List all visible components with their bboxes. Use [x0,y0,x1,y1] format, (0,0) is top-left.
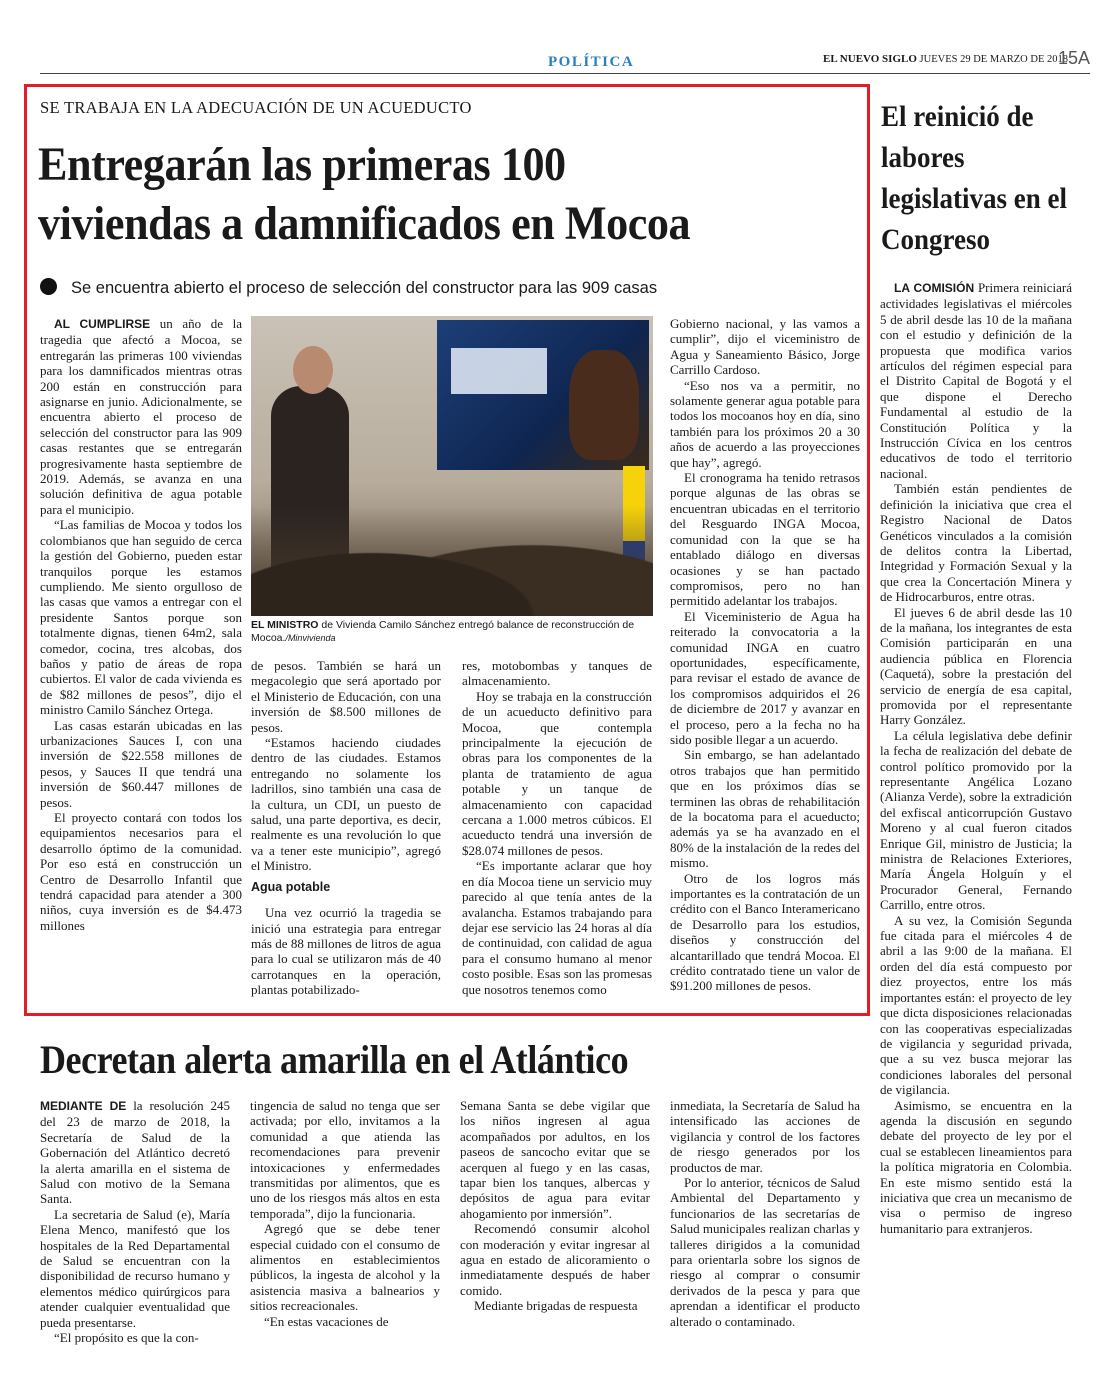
second-column-3 [460,1098,650,1348]
paragraph: inmediata, la Secretaría de Salud ha intensificado las acciones de vigilancia y control de los factores de riesgo generados por los productos de mar. [670,1098,860,1175]
paper-name: EL NUEVO SIGLO [822,53,917,65]
paragraph: “Estamos haciendo ciudades dentro de las ciudades. Estamos entregando no solamente los ladrillos, sino también una casa de la cultura, un CDI, un puesto de salud, una parte deportiva, es decir, realmente es una revolución lo que va a tener este municipio”, agregó el Ministro. [251,735,441,874]
paragraph: La célula legislativa debe definir la fecha de realización del debate de control político promovido por la representante Angélica Lozano (Alianza Verde), sobre la extradición del exfiscal anticorrupción Gustavo Moreno y al cual fueron citados Enrique Gil, ministro de Justicia; la ministra de Relaciones Exteriores, María Ángela Holguín y el Procurador General, Fernando Carrillo, entre otros. [880,727,1072,913]
paragraph: de pesos. También se hará un megacolegio que será aportado por el Ministerio de Educación, con una inversión de $8.500 millones de pesos. [251,658,441,735]
section-label: POLÍTICA [548,54,635,70]
lead-in: MEDIANTE DE [40,1099,127,1113]
audience [251,506,653,616]
headline-line: viviendas a damnificados en Mocoa [38,196,691,250]
screen-portrait [569,350,639,460]
second-headline: Decretan alerta amarilla en el Atlántico [40,1037,629,1082]
paragraph: Primera reiniciará actividades legislativas el miércoles 5 de abril desde las 10 de la mañana con el estudio y definición de la propuesta que modifica varios artículos del régimen especial para el Distrito Capital de Bogotá y el que dispone el Derecho Fundamental al estudio de la Constitución Política y la Instrucción Cívica en los centros educativos de todo el territorio nacional. [880,280,1072,481]
screen-textbox [451,348,547,394]
article-column-4 [670,316,860,1010]
second-column-4 [670,1098,860,1348]
paragraph: un año de la tragedia que afectó a Mocoa, se entregarán las primeras 100 viviendas para los damnificados mientras otras 200 están en construcción para asignarse en junio. Adicionalmente, se encuentra abierto el proceso de selección del constructor para las 909 casas restantes que se entregarán progresivamente hasta septiembre de 2019. Además, se avanza en una solución definitiva de agua potable para el municipio. [40,316,242,517]
paragraph: Hoy se trabaja en la construcción de un acueducto definitivo para Mocoa, que contempla principalmente la ejecución de obras para los componentes de la planta de tratamiento de agua potable y un tanque de almacenamiento con capacidad cercana a 1.000 metros cúbicos. El acueducto tendrá una inversión de $28.074 millones de pesos. [462,688,652,858]
section-subtitle: Agua potable [251,879,331,894]
second-column-2 [250,1098,440,1348]
paragraph: Semana Santa se debe vigilar que los niños ingresen al agua acompañados por adultos, en los paseos de sancocho evitar que se acerquen al fuego y en las casas, tapar bien los tanques, albercas y depósitos de agua para evitar ahogamiento por inmersión”. [460,1098,650,1221]
bullet-icon [40,278,57,295]
paragraph: “En estas vacaciones de [264,1313,389,1329]
subhead-text: Se encuentra abierto el proceso de selección del constructor para las 909 casas [71,279,658,297]
issue-date: JUEVES 29 DE MARZO DE 2018 [919,54,1068,65]
paragraph: “Es importante aclarar que hoy en día Mocoa tiene un servicio muy parecido al que tenía antes de la avalancha. Estamos trabajando para dejar ese servicio las 24 horas al día de continuidad, con calidad de agua para el consumo humano al menor costo posible. Esas son las promesas que nosotros tenemos como [462,858,652,997]
paragraph: “Las familias de Mocoa y todos los colombianos que han seguido de cerca la gestión del Gobierno, pueden estar tranquilos porque les estamos cumpliendo. Me siento orgulloso de las casas que vamos a entregar con el presidente Santos porque son totalmente dignas, tienen 64m2, sala comedor, cocina, tres alcobas, dos baños y patio de áreas de ropa cubiertos. El valor de cada vivienda es de $82 millones de pesos”, dijo el ministro Camilo Sánchez Ortega. [40,517,242,718]
paper-info [823,53,1068,65]
second-column-1 [40,1098,230,1348]
paragraph: Agregó que se debe tener especial cuidado con el consumo de alimentos en establecimientos públicos, la ingesta de alcohol y la asistencia masiva a balnearios y sitios recreacionales. [250,1221,440,1314]
paragraph: Asimismo, se encuentra en la agenda la discusión en segundo debate del proyecto de ley por el cual se establecen lineamientos para la política migratoria en Colombia. En este mismo sentido está la iniciativa que crea un mecanismo de visa o permiso de ingreso humanitario para extranjeros. [880,1097,1072,1236]
paragraph: Las casas estarán ubicadas en las urbanizaciones Sauces I, con una inversión de $22.558 millones de pesos, y Sauces II que tendrá una inversión de $60.447 millones de pesos. [40,717,242,810]
paragraph: La secretaria de Salud (e), María Elena Menco, manifestó que los hospitales de la Red Departamental de Salud se encuentran con la disponibilidad de recurso humano y elementos médico quirúrgicos para atender cualquier eventualidad que pueda presentarse. [40,1206,230,1330]
photo-credit: /Minvivienda [285,633,336,643]
page-number: 15A [1057,48,1090,68]
page-header [40,48,1090,74]
lead-in: AL CUMPLIRSE [54,317,151,331]
paragraph: Por lo anterior, técnicos de Salud Ambiental del Departamento y funcionarios de las secretarías de Salud municipales realizan charlas y talleres dirigidos a la comunidad para orientarla sobre los signos de riesgo al comprar o consumir derivados de la pesca y para que aprendan a identificar el producto alterado o contaminado. [670,1175,860,1329]
paragraph: res, motobombas y tanques de almacenamiento. [462,658,652,689]
paragraph: También están pendientes de definición la iniciativa que crea el Registro Nacional de Datos Genéticos vinculados a la comisión de delitos contra la Libertad, Integridad y Formación Sexual y la que crea la Concertación Minera y de Hidrocarburos, entre otras. [880,481,1072,605]
paragraph: Una vez ocurrió la tragedia se inició una estrategia para entregar más de 88 millones de litros de agua para lo cual se utilizaron más de 40 carrotanques en la operación, plantas potabilizado- [251,905,441,998]
article-column-1 [40,316,242,1010]
article-subhead [40,278,657,298]
paragraph: Otro de los logros más importantes es la contratación de un crédito con el Banco Interamericano de Desarrollo para los estudios, diseños y construcción del alcantarillado que tendrá Mocoa. El crédito contratado tiene un valor de $91.200 millones de pesos. [670,870,860,994]
paragraph: Recomendó consumir alcohol con moderación y evitar ingresar al agua en estado de alicoramiento o inmediatamente después de haber comido. [460,1221,650,1298]
paragraph: El proyecto contará con todos los equipamientos necesarios para el desarrollo óptimo de la comunidad. Por eso está en construcción un Centro de Desarrollo Infantil que tendrá capacidad para atender a 300 niños, cuya inversión es de $4.473 millones [40,810,242,933]
paragraph: “El propósito es que la con- [54,1330,199,1346]
article-headline [38,136,802,253]
paragraph: El jueves 6 de abril desde las 10 de la mañana, los integrantes de esta Comisión participarán en una audiencia pública en Florencia (Caquetá), sobre la prestación del servicio de energía de esa capital, promovida por el representante Harry González. [880,604,1072,728]
paragraph: Gobierno nacional, y las vamos a cumplir”, dijo el viceministro de Agua y Saneamiento Básico, Jorge Carrillo Cardoso. [670,316,860,378]
paragraph: A su vez, la Comisión Segunda fue citada para el miércoles 4 de abril a las 9:00 de la mañana. El orden del día está compuesto por diez proyectos, entre los más importantes están: el proyecto de ley que dicta disposiciones relacionadas con las cooperativas especializadas de vigilancia y seguridad privada, que a su vez busca mejorar las condiciones laborales del personal de vigilancia. [880,912,1072,1098]
article-column-2 [251,658,441,1010]
caption-text: de Vivienda Camilo Sánchez entregó balance de reconstrucción de Mocoa. [251,619,635,644]
speaker-head [293,346,333,394]
photo-caption [251,619,653,645]
presentation-screen [437,320,649,470]
paragraph: El cronograma ha tenido retrasos porque algunas de las obras se encuentran ubicadas en el territorio del Resguardo INGA Mocoa, comunidad con la que se ha entablado diálogo en diversas ocasiones y se han pactado compromisos, pero no han permitido adelantar los trabajos. [670,470,860,609]
article-photo [251,316,653,616]
article-kicker: SE TRABAJA EN LA ADECUACIÓN DE UN ACUEDUCTO [40,98,472,117]
paragraph: la resolución 245 del 23 de marzo de 2018, la Secretaría de Salud de la Gobernación del Atlántico decretó la alerta amarilla en el sistema de Salud con motivo de la Semana Santa. [40,1098,230,1207]
paragraph: tingencia de salud no tenga que ser activada; por ello, invitamos a la comunidad a que atienda las recomendaciones para prevenir intoxicaciones y enfermedades transmitidas por alimentos, que es uno de los riesgos más altos en esta temporada”, dijo la funcionaria. [250,1098,440,1221]
caption-lead: EL MINISTRO [251,619,319,631]
paragraph: Sin embargo, se han adelantado otros trabajos que han permitido que en los próximos días se terminen las obras de rehabilitación de la bocatoma para el acueducto; además ya se ha avanzado en el 80% de la instalación de la redes del mismo. [670,747,860,871]
paragraph: “Eso nos va a permitir, no solamente generar agua potable para todos los mocoanos hoy en día, sino también para los próximos 20 a 30 años de acuerdo a las proyecciones que hay”, agregó. [670,377,860,470]
lead-in: LA COMISIÓN [894,281,975,295]
side-headline: El reinició de labores legislativas en el Congreso [881,100,1067,256]
paragraph: Mediante brigadas de respuesta [474,1298,638,1314]
side-column [880,280,1072,1360]
paragraph: El Viceministerio de Agua ha reiterado la convocatoria a la comunidad INGA en cuatro oportunidades, específicamente, para revisar el estado de avance de los compromisos adquiridos el 26 de diciembre de 2017 y avanzar en el proceso, pero a la fecha no ha sido posible llegar a un acuerdo. [670,608,860,747]
article-column-3 [462,658,652,1010]
headline-line: Entregarán las primeras 100 [38,138,566,191]
